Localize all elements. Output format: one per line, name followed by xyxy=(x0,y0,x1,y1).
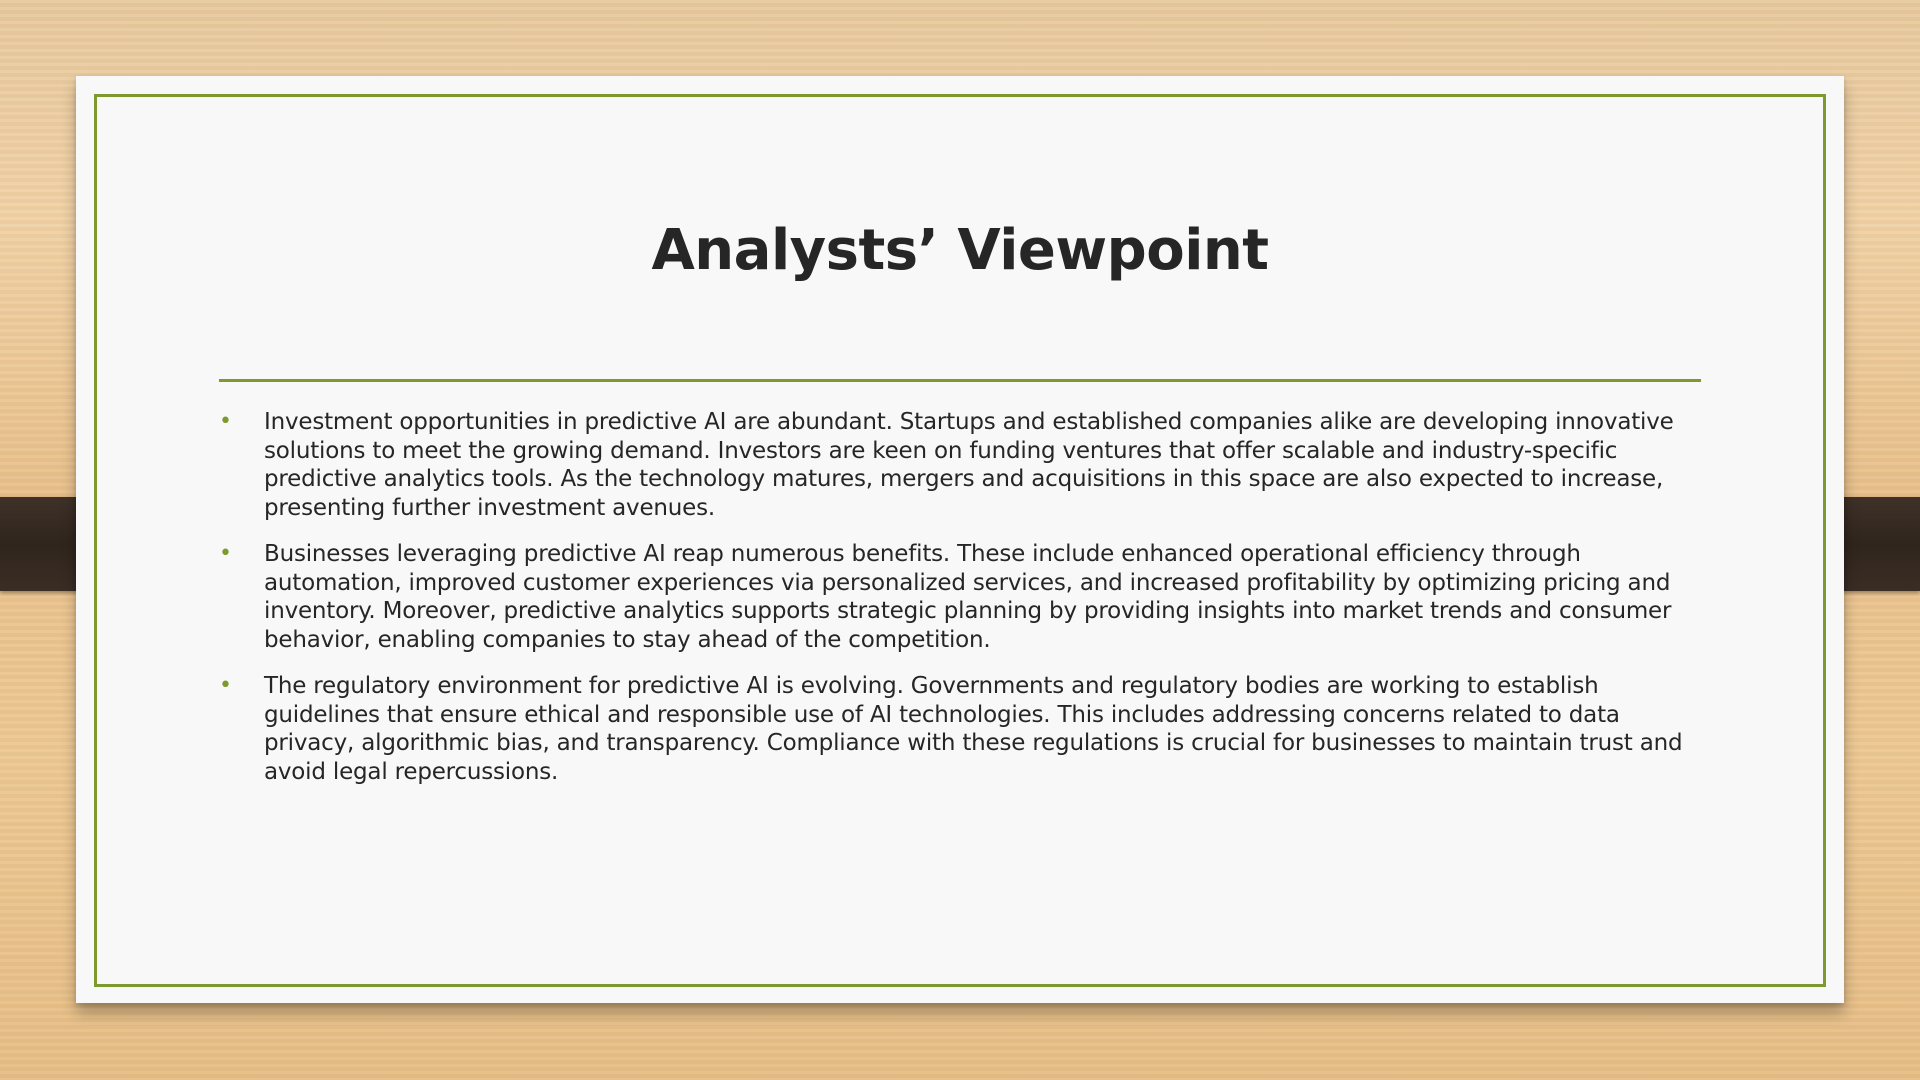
bullet-item xyxy=(219,540,1709,654)
bullet-item xyxy=(219,672,1709,786)
bullet-item xyxy=(219,408,1709,522)
bullet-icon: • xyxy=(219,673,232,698)
bullet-icon: • xyxy=(219,541,232,566)
title-divider xyxy=(219,379,1701,382)
bullet-text: Investment opportunities in predictive AI are abundant. Startups and established companies alike are developing innovative solutions to meet the growing demand. Investors are keen on funding ventures that offer scalable and industry-specific predictive analytics tools. As the technology matures, mergers and acquisitions in this space are also expected to increase, presenting further investment avenues. xyxy=(264,409,1674,521)
slide-card xyxy=(76,76,1844,1003)
bullet-text: The regulatory environment for predictive AI is evolving. Governments and regulatory bodies are working to establish guidelines that ensure ethical and responsible use of AI technologies. This includes addressing concerns related to data privacy, algorithmic bias, and transparency. Compliance with these regulations is crucial for businesses to maintain trust and avoid legal repercussions. xyxy=(264,673,1683,785)
bullet-list xyxy=(219,408,1709,804)
bullet-icon: • xyxy=(219,409,232,434)
bullet-text: Businesses leveraging predictive AI reap numerous benefits. These include enhanced operational efficiency through automation, improved customer experiences via personalized services, and increased profitability by optimizing pricing and inventory. Moreover, predictive analytics supports strategic planning by providing insights into market trends and consumer behavior, enabling companies to stay ahead of the competition. xyxy=(264,541,1672,653)
slide-title: Analysts’ Viewpoint xyxy=(651,218,1269,283)
